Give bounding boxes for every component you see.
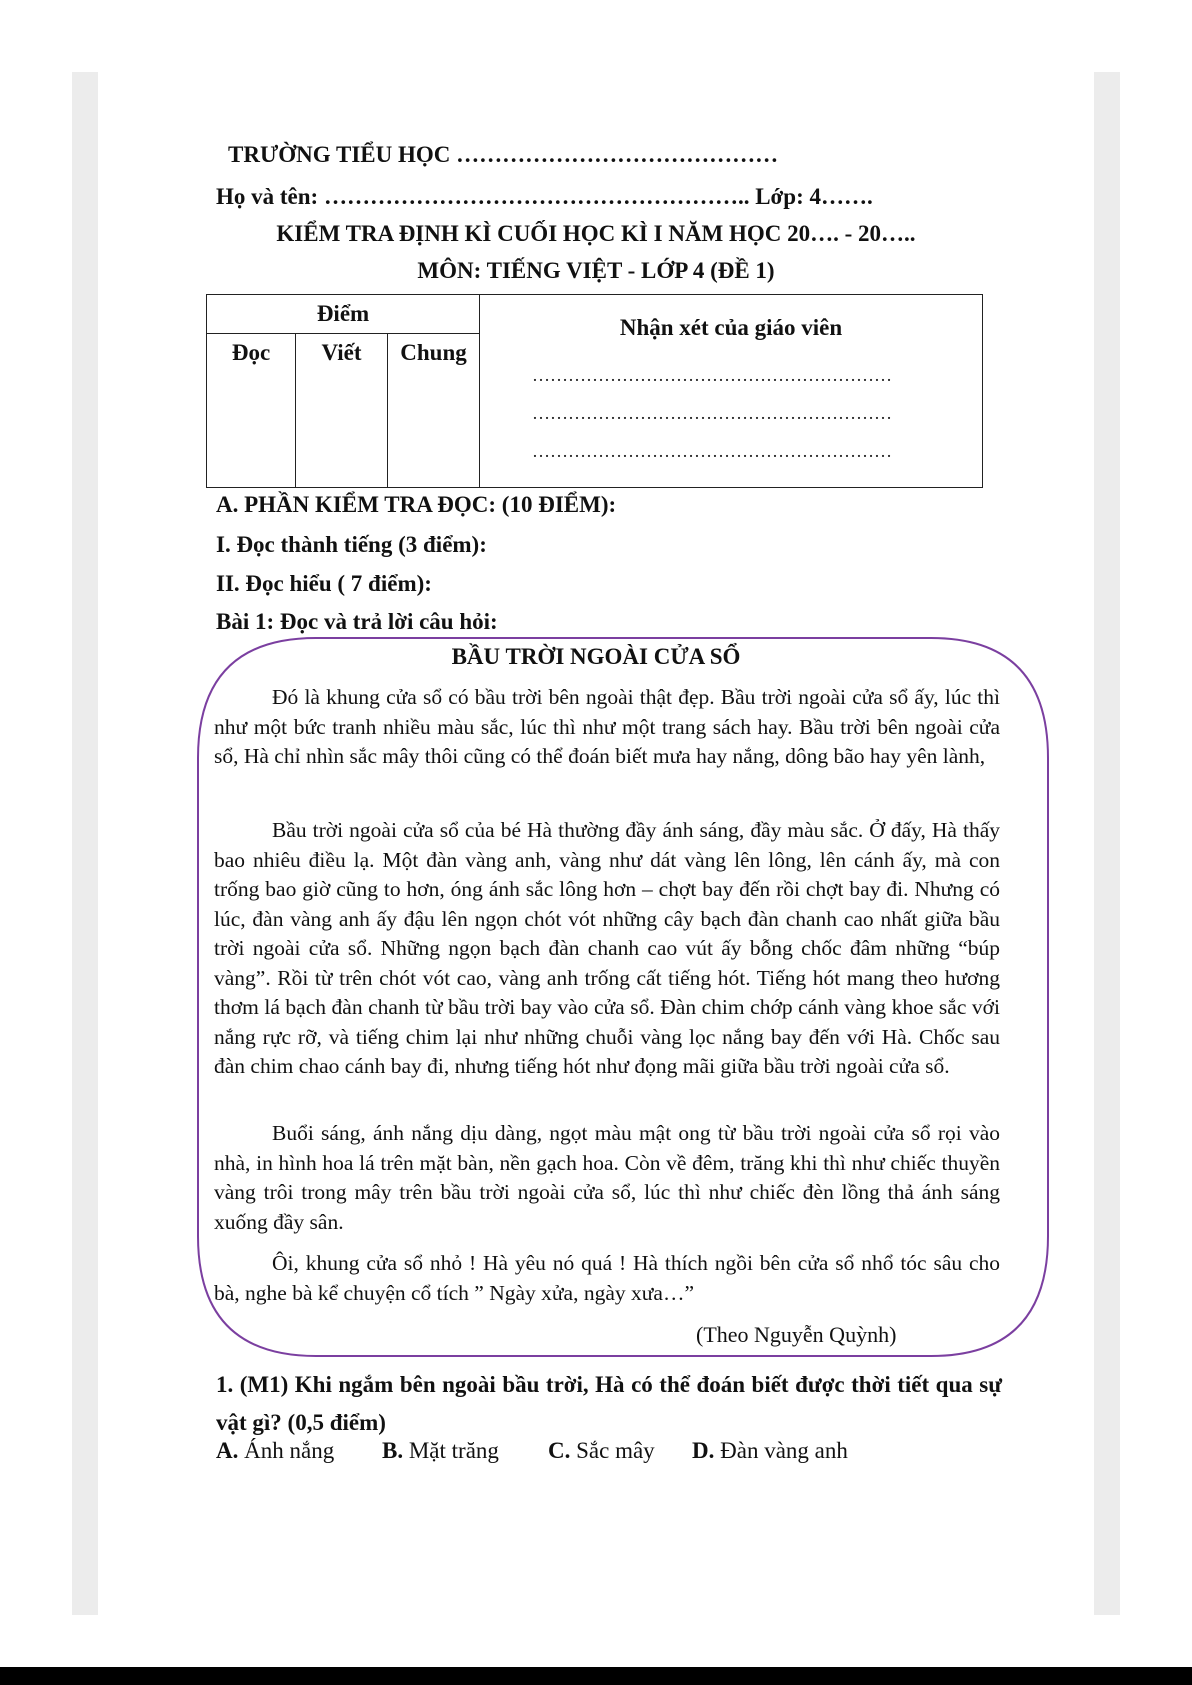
comment-line: …………………………………………………… <box>532 365 892 385</box>
story-paragraph-4: Ôi, khung cửa sổ nhỏ ! Hà yêu nó quá ! Hà thích ngồi bên cửa sổ nhổ tóc sâu cho bà, nghe bà kể chuyện cổ tích ” Ngày xửa, ngày xưa…” <box>214 1251 1000 1305</box>
option-a: A. Ánh nắng <box>216 1438 335 1463</box>
story-paragraph-1: Đó là khung cửa sổ có bầu trời bên ngoài thật đẹp. Bầu trời ngoài cửa sổ ấy, lúc thì như một bức tranh nhiều màu sắc, lúc thì như một trang sách hay. Bầu trời bên ngoài cửa sổ, Hà chỉ nhìn sắc mây thôi cũng có thể đoán biết mưa hay nắng, dông bão hay yên lành, <box>214 685 1000 768</box>
option-b: B. Mặt trăng <box>382 1438 499 1463</box>
story-paragraph-3: Buổi sáng, ánh nắng dịu dàng, ngọt màu mật ong từ bầu trời ngoài cửa sổ rọi vào nhà, in hình hoa lá trên mặt bàn, nền gạch hoa. Còn về đêm, trăng khi thì như chiếc thuyền vàng trôi trong mây trên bầu trời ngoài cửa sổ, lúc thì như chiếc đèn lồng thả ánh sáng xuống đầy sân. <box>214 1121 1000 1234</box>
school-line: TRƯỜNG TIỂU HỌC …………………………………… <box>228 142 779 167</box>
part-a-heading: A. PHẦN KIỂM TRA ĐỌC: (10 ĐIỂM): <box>216 492 617 517</box>
part-2-heading: II. Đọc hiểu ( 7 điểm): <box>216 571 432 596</box>
bottom-bar <box>0 1667 1192 1685</box>
reading-score-column: Đọc <box>207 334 296 488</box>
comment-line: …………………………………………………… <box>532 441 892 461</box>
score-table <box>206 294 983 488</box>
exercise-1-heading: Bài 1: Đọc và trả lời câu hỏi: <box>216 609 498 634</box>
option-c: C. Sắc mây <box>548 1438 655 1463</box>
question-1-text: 1. (M1) Khi ngắm bên ngoài bầu trời, Hà có thể đoán biết được thời tiết qua sự vật gì? (0,5 điểm) <box>216 1372 1002 1435</box>
story-paragraph-2: Bầu trời ngoài cửa sổ của bé Hà thường đầy ánh sáng, đầy màu sắc. Ở đấy, Hà thấy bao nhiêu điều lạ. Một đàn vàng anh, vàng như dát vàng lên lông, lên cánh ấy, mà con trống bao giờ cũng to hơn, óng ánh sắc lông hơn – chợt bay đến rồi chợt bay đi. Nhưng có lúc, đàn vàng anh ấy đậu lên ngọn chót vót những cây bạch đàn chanh cao nhất giữa bầu trời ngoài cửa sổ. Những ngọn bạch đàn chanh cao vút ấy bỗng chốc đâm những “búp vàng”. Rồi từ trên chót vót cao, vàng anh trống cất tiếng hót. Tiếng hót mang theo hương thơm lá bạch đàn chanh từ bầu trời bay vào cửa sổ. Đàn chim chớp cánh vàng khoe sắc với nắng rực rỡ, và tiếng chim lại như những chuỗi vàng lọc nắng bay đến với Hà. Chốc sau đàn chim chao cánh bay đi, nhưng tiếng hót như đọng mãi giữa bầu trời ngoài cửa sổ. <box>214 818 1000 1078</box>
student-name-row: Họ và tên: ……………………………………………….. Lớp: 4……. <box>216 184 873 209</box>
writing-score-column: Viết <box>296 334 388 488</box>
story-title: BẦU TRỜI NGOÀI CỬA SỔ <box>451 644 741 669</box>
total-score-column: Chung <box>388 334 480 488</box>
part-1-heading: I. Đọc thành tiếng (3 điểm): <box>216 532 487 557</box>
teacher-comment-cell <box>480 295 983 488</box>
option-d: D. Đàn vàng anh <box>692 1438 848 1463</box>
comment-line: …………………………………………………… <box>532 403 892 423</box>
exam-title: KIỂM TRA ĐỊNH KÌ CUỐI HỌC KÌ I NĂM HỌC 20…. - 20….. <box>276 221 916 246</box>
story-source: (Theo Nguyễn Quỳnh) <box>696 1322 897 1347</box>
score-header: Điểm <box>207 295 480 334</box>
teacher-comment-header: Nhận xét của giáo viên <box>619 315 843 340</box>
subject-title: MÔN: TIẾNG VIỆT - LỚP 4 (ĐỀ 1) <box>417 258 775 283</box>
